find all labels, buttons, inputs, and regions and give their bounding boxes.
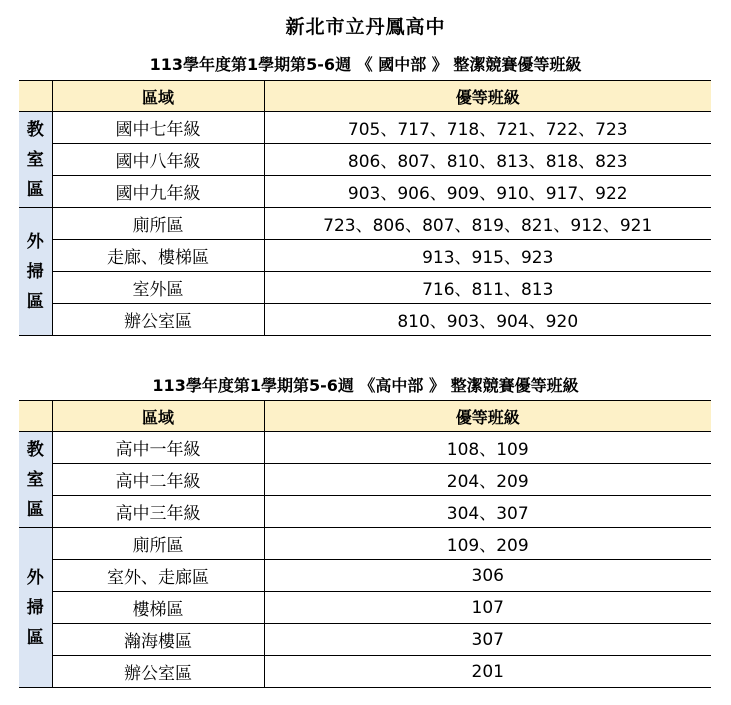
classes-cell: 304、307 [264, 496, 711, 528]
area-cell: 高中一年級 [52, 432, 264, 464]
classes-cell: 108、109 [264, 432, 711, 464]
table-row [19, 304, 711, 336]
category-label: 教室區 [26, 439, 44, 520]
category-cell [19, 528, 52, 688]
area-cell: 高中三年級 [52, 496, 264, 528]
classes-cell: 723、806、807、819、821、912、921 [264, 208, 711, 240]
senior-table-subtitle: 113學年度第1學期第5-6週 《高中部 》 整潔競賽優等班級 [152, 376, 579, 395]
table-row [19, 624, 711, 656]
table-row [19, 528, 711, 560]
header-classes: 優等班級 [264, 81, 711, 112]
area-cell: 室外區 [52, 272, 264, 304]
classes-cell: 716、811、813 [264, 272, 711, 304]
classes-cell: 705、717、718、721、722、723 [264, 112, 711, 144]
area-cell: 樓梯區 [52, 592, 264, 624]
area-cell: 室外、走廊區 [52, 560, 264, 592]
classes-cell: 109、209 [264, 528, 711, 560]
category-label: 外掃區 [26, 567, 44, 648]
header-area: 區域 [52, 81, 264, 112]
area-cell: 高中二年級 [52, 464, 264, 496]
table-row [19, 144, 711, 176]
junior-table-subtitle: 113學年度第1學期第5-6週 《 國中部 》 整潔競賽優等班級 [149, 55, 582, 74]
area-cell: 國中七年級 [52, 112, 264, 144]
table-row [19, 112, 711, 144]
classes-cell: 903、906、909、910、917、922 [264, 176, 711, 208]
junior-honor-table [19, 80, 711, 336]
table-row [19, 560, 711, 592]
category-cell [19, 208, 52, 336]
header-classes: 優等班級 [264, 401, 711, 432]
senior-honor-table [19, 400, 711, 688]
header-corner [19, 401, 52, 432]
header-corner [19, 81, 52, 112]
area-cell: 辦公室區 [52, 304, 264, 336]
category-cell [19, 112, 52, 208]
classes-cell: 107 [264, 592, 711, 624]
classes-cell: 201 [264, 656, 711, 688]
header-area: 區域 [52, 401, 264, 432]
table-row [19, 592, 711, 624]
table-row [19, 656, 711, 688]
classes-cell: 810、903、904、920 [264, 304, 711, 336]
classes-cell: 307 [264, 624, 711, 656]
table-header-row [19, 401, 711, 432]
area-cell: 走廊、樓梯區 [52, 240, 264, 272]
table-row [19, 272, 711, 304]
classes-cell: 913、915、923 [264, 240, 711, 272]
page-title: 新北市立丹鳳高中 [285, 16, 446, 38]
table-row [19, 240, 711, 272]
category-label: 外掃區 [26, 231, 44, 312]
area-cell: 廁所區 [52, 208, 264, 240]
classes-cell: 306 [264, 560, 711, 592]
area-cell: 瀚海樓區 [52, 624, 264, 656]
category-label: 教室區 [26, 119, 44, 200]
table-row [19, 496, 711, 528]
area-cell: 國中八年級 [52, 144, 264, 176]
area-cell: 國中九年級 [52, 176, 264, 208]
table-row [19, 464, 711, 496]
table-row [19, 176, 711, 208]
category-cell [19, 432, 52, 528]
table-header-row [19, 81, 711, 112]
table-row [19, 432, 711, 464]
classes-cell: 806、807、810、813、818、823 [264, 144, 711, 176]
area-cell: 辦公室區 [52, 656, 264, 688]
classes-cell: 204、209 [264, 464, 711, 496]
area-cell: 廁所區 [52, 528, 264, 560]
table-row [19, 208, 711, 240]
